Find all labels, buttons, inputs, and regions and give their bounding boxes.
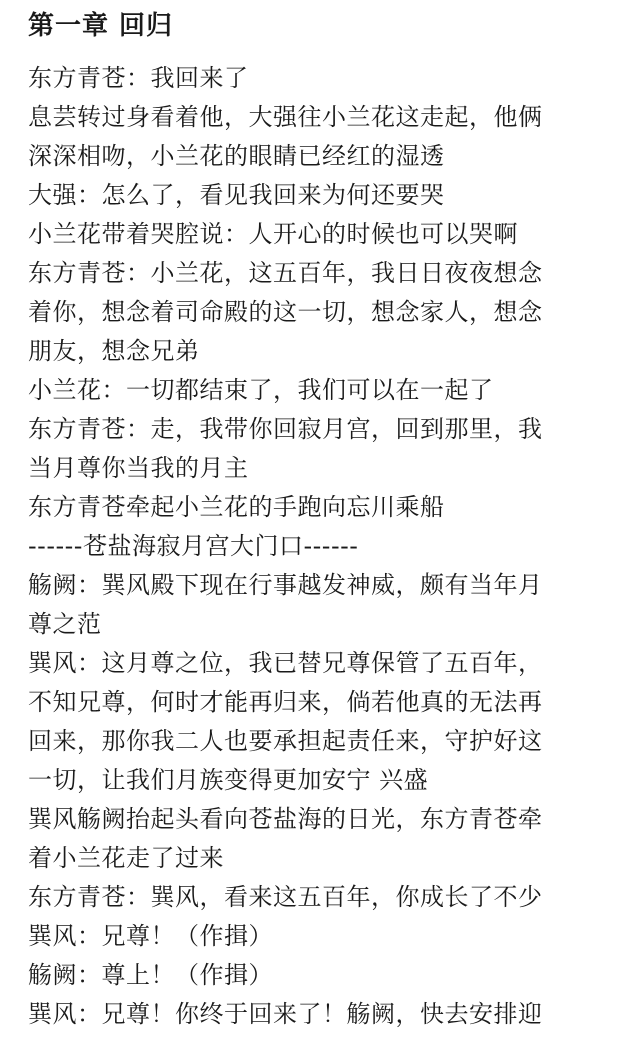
- text-line: 觞阙：巽风殿下现在行事越发神威，颇有当年月: [28, 571, 543, 599]
- text-line: 东方青苍：小兰花，这五百年，我日日夜夜想念: [28, 259, 543, 287]
- story-page: [28, 6, 618, 1034]
- story-paragraph: [28, 527, 618, 566]
- story-paragraph: [28, 800, 618, 878]
- story-paragraph: [28, 917, 618, 956]
- story-paragraph: [28, 98, 618, 176]
- text-line: 深深相吻，小兰花的眼睛已经红的湿透: [28, 142, 445, 170]
- text-line: 巽风：这月尊之位，我已替兄尊保管了五百年，: [28, 649, 543, 677]
- story-paragraph: [28, 371, 618, 410]
- story-paragraph: [28, 956, 618, 995]
- text-line: 东方青苍：巽风，看来这五百年，你成长了不少: [28, 883, 543, 911]
- text-line: 巽风：兄尊！（作揖）: [28, 922, 273, 950]
- text-line: 东方青苍：走，我带你回寂月宫，回到那里，我: [28, 415, 543, 443]
- text-line: 着你，想念着司命殿的这一切，想念家人，想念: [28, 298, 543, 326]
- text-line: 东方青苍：我回来了: [28, 64, 249, 92]
- text-line: 巽风觞阙抬起头看向苍盐海的日光，东方青苍牵: [28, 805, 543, 833]
- story-paragraph: [28, 995, 618, 1034]
- story-paragraph: [28, 215, 618, 254]
- story-paragraph: [28, 254, 618, 371]
- chapter-title: 第一章 回归: [28, 11, 174, 41]
- text-line: 回来，那你我二人也要承担起责任来，守护好这: [28, 727, 543, 755]
- text-line: 大强：怎么了，看见我回来为何还要哭: [28, 181, 445, 209]
- story-paragraph: [28, 878, 618, 917]
- text-line: 觞阙：尊上！（作揖）: [28, 961, 273, 989]
- story-body: [28, 59, 618, 1034]
- text-line: 小兰花：一切都结束了，我们可以在一起了: [28, 376, 494, 404]
- text-line: 当月尊你当我的月主: [28, 454, 249, 482]
- text-line: 小兰花带着哭腔说：人开心的时候也可以哭啊: [28, 220, 518, 248]
- text-line: 东方青苍牵起小兰花的手跑向忘川乘船: [28, 493, 445, 521]
- story-paragraph: [28, 176, 618, 215]
- text-line: 不知兄尊，何时才能再归来，倘若他真的无法再: [28, 688, 543, 716]
- story-paragraph: [28, 410, 618, 488]
- text-line: 息芸转过身看着他，大强往小兰花这走起，他俩: [28, 103, 543, 131]
- story-paragraph: [28, 59, 618, 98]
- story-paragraph: [28, 644, 618, 800]
- text-line: 朋友，想念兄弟: [28, 337, 200, 365]
- text-line: 巽风：兄尊！你终于回来了！觞阙，快去安排迎: [28, 1000, 543, 1028]
- text-line: 着小兰花走了过来: [28, 844, 224, 872]
- text-line: 一切，让我们月族变得更加安宁 兴盛: [28, 766, 429, 794]
- story-paragraph: [28, 566, 618, 644]
- story-paragraph: [28, 488, 618, 527]
- text-line: 尊之范: [28, 610, 102, 638]
- text-line: ------苍盐海寂月宫大门口------: [28, 532, 359, 560]
